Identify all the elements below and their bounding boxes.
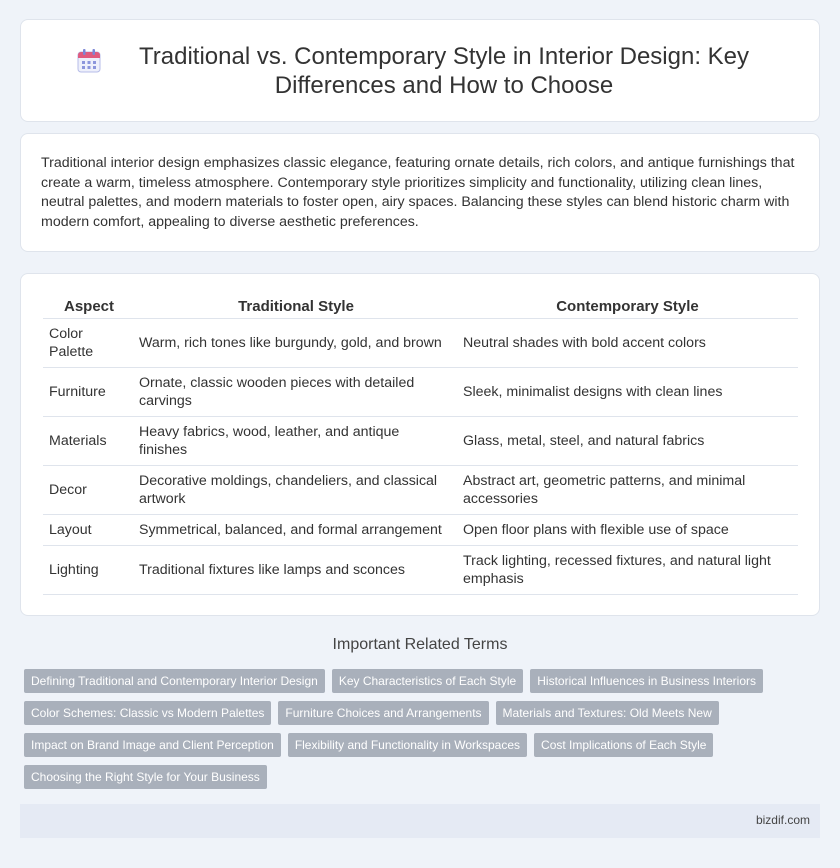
traditional-cell: Ornate, classic wooden pieces with detailed carvings <box>135 368 457 417</box>
intro-card <box>20 133 820 252</box>
traditional-cell: Decorative moldings, chandeliers, and classical artwork <box>135 466 457 515</box>
related-term-tag[interactable]: Key Characteristics of Each Style <box>332 669 523 693</box>
table-header-row <box>43 294 798 319</box>
related-term-tag[interactable]: Impact on Brand Image and Client Perception <box>24 733 281 757</box>
aspect-cell: Lighting <box>43 546 135 595</box>
contemporary-cell: Glass, metal, steel, and natural fabrics <box>457 417 798 466</box>
related-term-tag[interactable]: Materials and Textures: Old Meets New <box>496 701 719 725</box>
aspect-cell: Decor <box>43 466 135 515</box>
comparison-table <box>43 294 798 595</box>
table-row <box>43 319 798 368</box>
table-row <box>43 368 798 417</box>
related-term-tag[interactable]: Historical Influences in Business Interiors <box>530 669 763 693</box>
table-row <box>43 466 798 515</box>
traditional-cell: Warm, rich tones like burgundy, gold, and brown <box>135 319 457 368</box>
title-wrap <box>40 42 800 100</box>
footer <box>20 804 820 838</box>
aspect-cell: Materials <box>43 417 135 466</box>
contemporary-cell: Sleek, minimalist designs with clean lines <box>457 368 798 417</box>
contemporary-cell: Abstract art, geometric patterns, and minimal accessories <box>457 466 798 515</box>
table-row <box>43 515 798 546</box>
related-term-tag[interactable]: Choosing the Right Style for Your Business <box>24 765 267 789</box>
column-header-contemporary: Contemporary Style <box>457 294 798 319</box>
related-term-tag[interactable]: Defining Traditional and Contemporary Interior Design <box>24 669 325 693</box>
related-term-tag[interactable]: Flexibility and Functionality in Workspaces <box>288 733 527 757</box>
aspect-cell: Furniture <box>43 368 135 417</box>
table-row <box>43 417 798 466</box>
aspect-cell: Layout <box>43 515 135 546</box>
contemporary-cell: Neutral shades with bold accent colors <box>457 319 798 368</box>
column-header-aspect: Aspect <box>43 294 135 319</box>
traditional-cell: Heavy fabrics, wood, leather, and antique finishes <box>135 417 457 466</box>
aspect-cell: Color Palette <box>43 319 135 368</box>
comparison-table-card <box>20 273 820 616</box>
related-term-tag[interactable]: Furniture Choices and Arrangements <box>278 701 488 725</box>
related-terms-list <box>24 669 824 797</box>
related-terms-title: Important Related Terms <box>332 636 508 653</box>
column-header-traditional: Traditional Style <box>135 294 457 319</box>
page-title: Traditional vs. Contemporary Style in Interior Design: Key Differences and How to Choose <box>138 42 750 99</box>
calendar-icon <box>76 48 102 74</box>
table-row <box>43 546 798 595</box>
header-card <box>20 19 820 122</box>
intro-paragraph: Traditional interior design emphasizes classic elegance, featuring ornate details, rich colors, and antique furnishings that create a warm, timeless atmosphere. Contemporary style prioritizes simplicity and functionality, utilizing clean lines, neutral palettes, and modern materials to foster open, airy spaces. Balancing these styles can blend historic charm with modern comfort, appealing to diverse aesthetic preferences. <box>41 155 795 230</box>
traditional-cell: Traditional fixtures like lamps and sconces <box>135 546 457 595</box>
contemporary-cell: Open floor plans with flexible use of space <box>457 515 798 546</box>
related-term-tag[interactable]: Cost Implications of Each Style <box>534 733 713 757</box>
traditional-cell: Symmetrical, balanced, and formal arrangement <box>135 515 457 546</box>
footer-brand[interactable]: bizdif.com <box>755 813 810 827</box>
related-term-tag[interactable]: Color Schemes: Classic vs Modern Palettes <box>24 701 271 725</box>
contemporary-cell: Track lighting, recessed fixtures, and natural light emphasis <box>457 546 798 595</box>
